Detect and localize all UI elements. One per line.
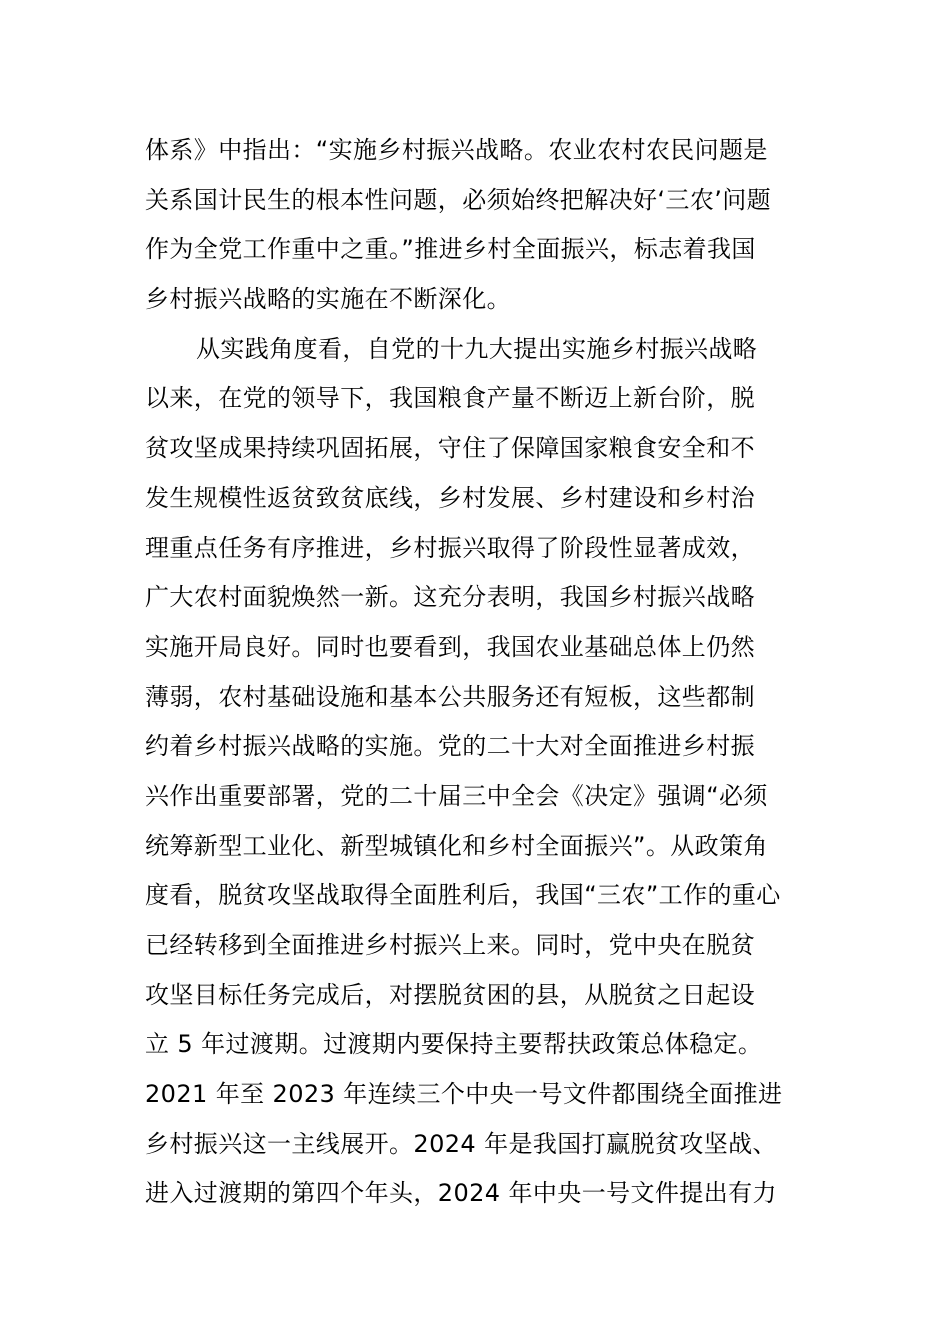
text-line: 实施开局良好。同时也要看到，我国农业基础总体上仍然 (145, 632, 755, 661)
text-line: 进入过渡期的第四个年头，2024 年中央一号文件提出有力 (145, 1179, 777, 1208)
text-line: 以来，在党的领导下，我国粮食产量不断迈上新台阶，脱 (145, 384, 755, 413)
text-line-indented: 从实践角度看，自党的十九大提出实施乡村振兴战略 (196, 334, 758, 363)
text-line: 乡村振兴这一主线展开。2024 年是我国打赢脱贫攻坚战、 (145, 1129, 777, 1158)
text-line: 发生规模性返贫致贫底线，乡村发展、乡村建设和乡村治 (145, 483, 755, 512)
text-line: 作为全党工作重中之重。”推进乡村全面振兴，标志着我国 (145, 235, 756, 264)
document-body (145, 126, 845, 1219)
text-line: 理重点任务有序推进，乡村振兴取得了阶段性显著成效， (145, 533, 755, 562)
text-line: 薄弱，农村基础设施和基本公共服务还有短板，这些都制 (145, 682, 755, 711)
text-line: 关系国计民生的根本性问题，必须始终把解决好‘三农’问题 (145, 185, 772, 214)
text-line: 约着乡村振兴战略的实施。党的二十大对全面推进乡村振 (145, 732, 755, 761)
text-line: 2021 年至 2023 年连续三个中央一号文件都围绕全面推进 (145, 1080, 783, 1109)
text-line: 立 5 年过渡期。过渡期内要保持主要帮扶政策总体稳定。 (145, 1030, 763, 1059)
text-line: 兴作出重要部署，党的二十届三中全会《决定》强调“必须 (145, 781, 768, 810)
text-line: 已经转移到全面推进乡村振兴上来。同时，党中央在脱贫 (145, 931, 755, 959)
text-line: 攻坚目标任务完成后，对摆脱贫困的县，从脱贫之日起设 (145, 980, 755, 1009)
text-line: 度看，脱贫攻坚战取得全面胜利后，我国“三农”工作的重心 (145, 881, 781, 910)
paragraph-2 (145, 325, 845, 1219)
text-line: 贫攻坚成果持续巩固拓展，守住了保障国家粮食安全和不 (145, 434, 755, 463)
text-line: 统筹新型工业化、新型城镇化和乡村全面振兴”。从政策角 (145, 831, 768, 860)
text-line: 广大农村面貌焕然一新。这充分表明，我国乡村振兴战略 (145, 583, 755, 612)
paragraph-1 (145, 126, 845, 325)
text-line: 体系》中指出：“实施乡村振兴战略。农业农村农民问题是 (145, 136, 768, 164)
text-line: 乡村振兴战略的实施在不断深化。 (145, 285, 511, 314)
